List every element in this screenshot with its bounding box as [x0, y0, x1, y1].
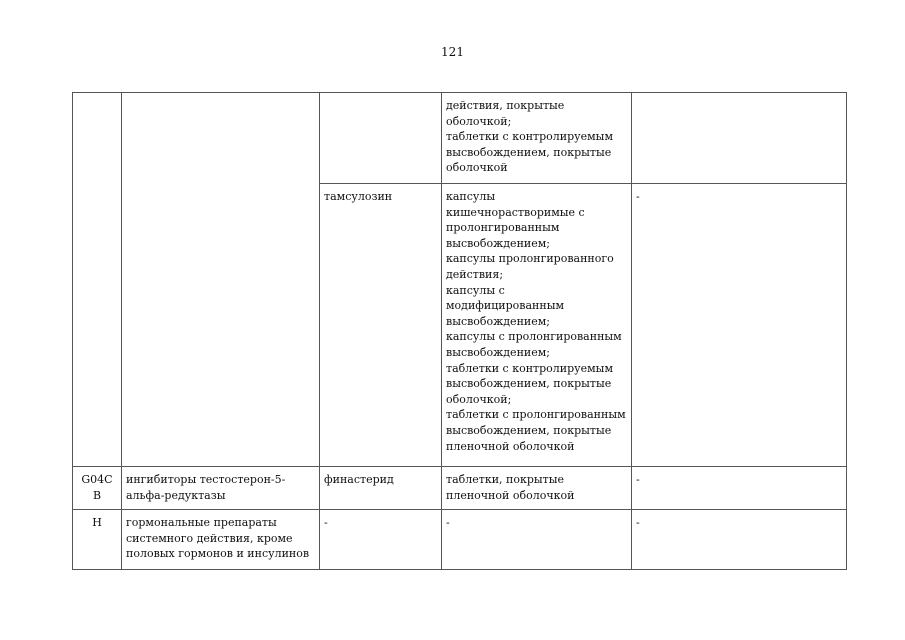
group-cell: [122, 93, 320, 467]
table-row: [73, 510, 847, 570]
dosage-form-line: кишечнорастворимые с: [446, 205, 585, 219]
group-line: ингибиторы тестостерон-5-: [126, 473, 286, 486]
dosage-forms-cell: [442, 510, 632, 570]
dosage-form-line: таблетки с пролонгированным: [446, 408, 626, 422]
group-cell: [122, 467, 320, 510]
dosage-form-line: оболочкой;: [446, 392, 512, 406]
dosage-forms-cell: [442, 467, 632, 510]
dosage-form-line: капсулы с: [446, 283, 505, 297]
dosage-form-line: высвобождением, покрытые: [446, 145, 612, 159]
dosage-form-line: пролонгированным: [446, 221, 560, 235]
group-line: гормональные препараты: [126, 516, 277, 529]
atc-code-line: G04C: [81, 473, 113, 486]
dosage-form-line: пленочной оболочкой: [446, 439, 575, 453]
group-cell: [122, 510, 320, 570]
dosage-form-line: высвобождением;: [446, 236, 551, 250]
atc-code-line: H: [92, 516, 102, 529]
drug-cell: -: [320, 510, 442, 570]
dosage-form-line: высвобождением, покрытые: [446, 423, 612, 437]
dosage-form-line: модифицированным: [446, 299, 565, 313]
table-row: [73, 93, 847, 184]
drug-cell: тамсулозин: [320, 184, 442, 467]
drug-table: [72, 92, 847, 570]
dosage-form-line: таблетки с контролируемым: [446, 361, 613, 375]
dosage-form-line: высвобождением;: [446, 345, 551, 359]
group-line: системного действия, кроме: [126, 531, 293, 545]
table-row: [73, 467, 847, 510]
dosage-form-line: пленочной оболочкой: [446, 488, 575, 502]
dosage-form-line: капсулы: [446, 190, 496, 203]
extra-cell: [632, 93, 847, 184]
drug-cell: [320, 93, 442, 184]
dosage-form-line: таблетки, покрытые: [446, 473, 565, 486]
dosage-form-line: действия;: [446, 267, 504, 281]
dosage-form-line: капсулы пролонгированного: [446, 252, 614, 266]
group-line: половых гормонов и инсулинов: [126, 547, 310, 561]
dosage-form-line: действия, покрытые: [446, 99, 565, 112]
atc-code-cell: [73, 510, 122, 570]
dosage-form-line: оболочкой: [446, 161, 508, 175]
extra-cell: -: [632, 467, 847, 510]
dosage-form-line: высвобождением;: [446, 314, 551, 328]
dosage-forms-cell: [442, 184, 632, 467]
extra-cell: -: [632, 510, 847, 570]
group-line: альфа-редуктазы: [126, 488, 226, 502]
atc-code-line: B: [92, 488, 102, 502]
dosage-forms-cell: [442, 93, 632, 184]
dosage-form-line: высвобождением, покрытые: [446, 377, 612, 391]
dosage-form-line: -: [446, 516, 450, 529]
atc-code-cell: [73, 467, 122, 510]
extra-cell: -: [632, 184, 847, 467]
page-number: 121: [441, 45, 464, 59]
atc-code-cell: [73, 93, 122, 467]
dosage-form-line: капсулы с пролонгированным: [446, 330, 622, 344]
drug-cell: финастерид: [320, 467, 442, 510]
dosage-form-line: оболочкой;: [446, 114, 512, 128]
dosage-form-line: таблетки с контролируемым: [446, 130, 613, 144]
